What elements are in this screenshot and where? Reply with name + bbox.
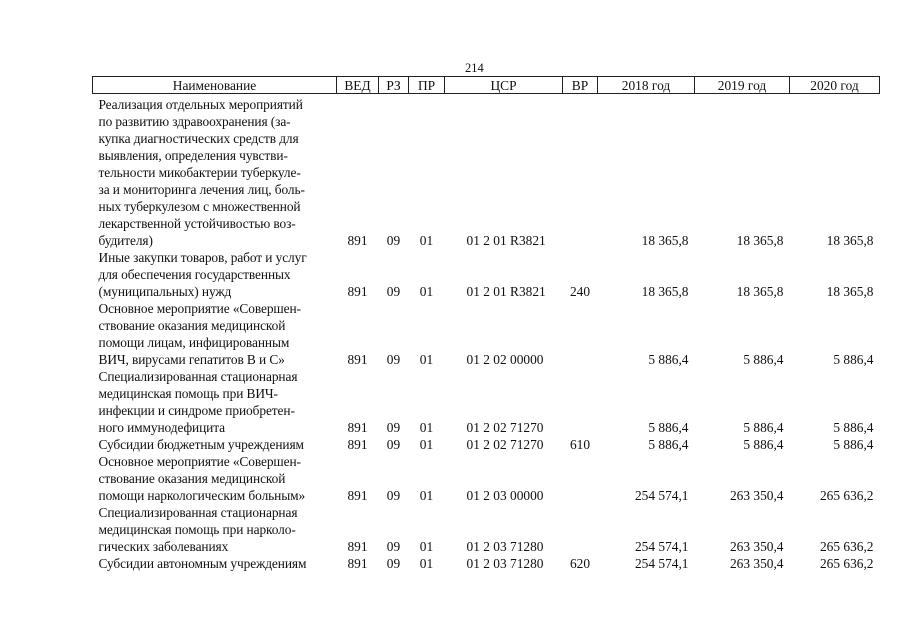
row-name-line: медицинская помощь при ВИЧ- bbox=[98, 386, 278, 401]
row-name-line: Основное мероприятие «Совершен- bbox=[98, 454, 301, 469]
ved-cell: 891 bbox=[347, 556, 368, 571]
row-name-line: ствование оказания медицинской bbox=[98, 471, 286, 486]
row-name-line: для обеспечения государственных bbox=[98, 267, 291, 282]
row-name-line: купка диагностических средств для bbox=[98, 131, 299, 146]
csr-cell: 01 2 03 00000 bbox=[466, 488, 544, 503]
rz-cell: 09 bbox=[386, 556, 401, 571]
pr-cell: 01 bbox=[419, 488, 434, 503]
row-name-line: Специализированная стационарная bbox=[98, 369, 298, 384]
row-name-line: тельности микобактерии туберкуле- bbox=[98, 165, 301, 180]
ved-cell: 891 bbox=[347, 352, 368, 367]
csr-cell: 01 2 03 71280 bbox=[466, 556, 544, 571]
header-2019: 2019 год bbox=[695, 77, 790, 94]
header-pr: ПР bbox=[409, 77, 445, 94]
row-name-line: выявления, определения чувстви- bbox=[98, 148, 288, 163]
row-name-line: Специализированная стационарная bbox=[98, 505, 298, 520]
value-2019-cell: 18 365,8 bbox=[736, 284, 784, 299]
value-2018-cell: 254 574,1 bbox=[634, 488, 689, 503]
row-name-line: по развитию здравоохранения (за- bbox=[98, 114, 291, 129]
row-name-line: инфекции и синдроме приобретен- bbox=[98, 403, 295, 418]
row-name-line: лекарственной устойчивостью воз- bbox=[98, 216, 296, 231]
pr-cell: 01 bbox=[419, 284, 434, 299]
ved-cell: 891 bbox=[347, 233, 368, 248]
header-name: Наименование bbox=[93, 77, 337, 94]
value-2019-cell: 5 886,4 bbox=[743, 420, 784, 435]
vr-cell bbox=[563, 453, 598, 504]
row-name-line: будителя) bbox=[98, 233, 153, 248]
pr-cell: 01 bbox=[419, 233, 434, 248]
csr-cell: 01 2 02 71270 bbox=[466, 437, 544, 452]
csr-cell: 01 2 01 R3821 bbox=[466, 284, 546, 299]
value-2019-cell: 263 350,4 bbox=[729, 539, 784, 554]
value-2020-cell: 5 886,4 bbox=[833, 437, 874, 452]
row-name-line: Иные закупки товаров, работ и услуг bbox=[98, 250, 307, 265]
rz-cell: 09 bbox=[386, 352, 401, 367]
table-body bbox=[93, 94, 880, 573]
table-header-row bbox=[93, 77, 880, 94]
value-2019-cell: 263 350,4 bbox=[729, 556, 784, 571]
value-2020-cell: 18 365,8 bbox=[826, 284, 874, 299]
table-row bbox=[93, 368, 880, 436]
vr-cell bbox=[563, 94, 598, 250]
rz-cell: 09 bbox=[386, 437, 401, 452]
table-row bbox=[93, 504, 880, 555]
row-name-cell bbox=[93, 249, 337, 300]
vr-cell bbox=[563, 504, 598, 555]
csr-cell: 01 2 02 00000 bbox=[466, 352, 544, 367]
vr-cell: 610 bbox=[569, 437, 591, 452]
row-name-line: Субсидии автономным учреждениям bbox=[98, 556, 307, 571]
vr-cell: 240 bbox=[569, 284, 591, 299]
value-2019-cell: 18 365,8 bbox=[736, 233, 784, 248]
vr-cell: 620 bbox=[569, 556, 591, 571]
row-name-line: ного иммунодефицита bbox=[98, 420, 226, 435]
row-name-cell bbox=[93, 436, 337, 453]
rz-cell: 09 bbox=[386, 284, 401, 299]
csr-cell: 01 2 01 R3821 bbox=[466, 233, 546, 248]
row-name-line: Субсидии бюджетным учреждениям bbox=[98, 437, 304, 452]
row-name-line: ных туберкулезом с множественной bbox=[98, 199, 301, 214]
value-2018-cell: 5 886,4 bbox=[648, 437, 689, 452]
rz-cell: 09 bbox=[386, 233, 401, 248]
row-name-cell bbox=[93, 94, 337, 250]
value-2020-cell: 18 365,8 bbox=[826, 233, 874, 248]
ved-cell: 891 bbox=[347, 420, 368, 435]
row-name-line: Реализация отдельных мероприятий bbox=[98, 97, 303, 112]
row-name-cell bbox=[93, 555, 337, 572]
row-name-line: (муниципальных) нужд bbox=[98, 284, 232, 299]
value-2020-cell: 265 636,2 bbox=[819, 539, 874, 554]
value-2019-cell: 5 886,4 bbox=[743, 437, 784, 452]
header-csr: ЦСР bbox=[445, 77, 563, 94]
header-2018: 2018 год bbox=[598, 77, 695, 94]
value-2018-cell: 254 574,1 bbox=[634, 556, 689, 571]
page-number: 214 bbox=[465, 61, 484, 75]
ved-cell: 891 bbox=[347, 488, 368, 503]
row-name-line: Основное мероприятие «Совершен- bbox=[98, 301, 301, 316]
ved-cell: 891 bbox=[347, 284, 368, 299]
row-name-line: ВИЧ, вирусами гепатитов В и С» bbox=[98, 352, 285, 367]
rz-cell: 09 bbox=[386, 420, 401, 435]
rz-cell: 09 bbox=[386, 488, 401, 503]
value-2020-cell: 265 636,2 bbox=[819, 556, 874, 571]
row-name-cell bbox=[93, 504, 337, 555]
row-name-line: помощи лицам, инфицированным bbox=[98, 335, 290, 350]
row-name-line: медицинская помощь при нарколо- bbox=[98, 522, 296, 537]
value-2018-cell: 18 365,8 bbox=[641, 284, 689, 299]
header-rz: РЗ bbox=[379, 77, 409, 94]
row-name-line: гических заболеваниях bbox=[98, 539, 229, 554]
value-2020-cell: 5 886,4 bbox=[833, 352, 874, 367]
value-2019-cell: 263 350,4 bbox=[729, 488, 784, 503]
ved-cell: 891 bbox=[347, 437, 368, 452]
row-name-cell bbox=[93, 453, 337, 504]
pr-cell: 01 bbox=[419, 556, 434, 571]
table-row bbox=[93, 94, 880, 250]
vr-cell bbox=[563, 368, 598, 436]
value-2018-cell: 5 886,4 bbox=[648, 352, 689, 367]
value-2018-cell: 254 574,1 bbox=[634, 539, 689, 554]
vr-cell bbox=[563, 300, 598, 368]
value-2020-cell: 5 886,4 bbox=[833, 420, 874, 435]
pr-cell: 01 bbox=[419, 437, 434, 452]
csr-cell: 01 2 02 71270 bbox=[466, 420, 544, 435]
row-name-line: ствование оказания медицинской bbox=[98, 318, 286, 333]
rz-cell: 09 bbox=[386, 539, 401, 554]
ved-cell: 891 bbox=[347, 539, 368, 554]
pr-cell: 01 bbox=[419, 352, 434, 367]
pr-cell: 01 bbox=[419, 539, 434, 554]
table-row bbox=[93, 453, 880, 504]
table-row bbox=[93, 555, 880, 572]
table-row bbox=[93, 436, 880, 453]
budget-table bbox=[92, 76, 880, 572]
header-vr: ВР bbox=[563, 77, 598, 94]
pr-cell: 01 bbox=[419, 420, 434, 435]
row-name-cell bbox=[93, 368, 337, 436]
value-2018-cell: 5 886,4 bbox=[648, 420, 689, 435]
table-row bbox=[93, 300, 880, 368]
value-2019-cell: 5 886,4 bbox=[743, 352, 784, 367]
csr-cell: 01 2 03 71280 bbox=[466, 539, 544, 554]
header-ved: ВЕД bbox=[337, 77, 379, 94]
value-2020-cell: 265 636,2 bbox=[819, 488, 874, 503]
row-name-cell bbox=[93, 300, 337, 368]
row-name-line: за и мониторинга лечения лиц, боль- bbox=[98, 182, 305, 197]
table-row bbox=[93, 249, 880, 300]
value-2018-cell: 18 365,8 bbox=[641, 233, 689, 248]
row-name-line: помощи наркологическим больным» bbox=[98, 488, 306, 503]
header-2020: 2020 год bbox=[790, 77, 880, 94]
